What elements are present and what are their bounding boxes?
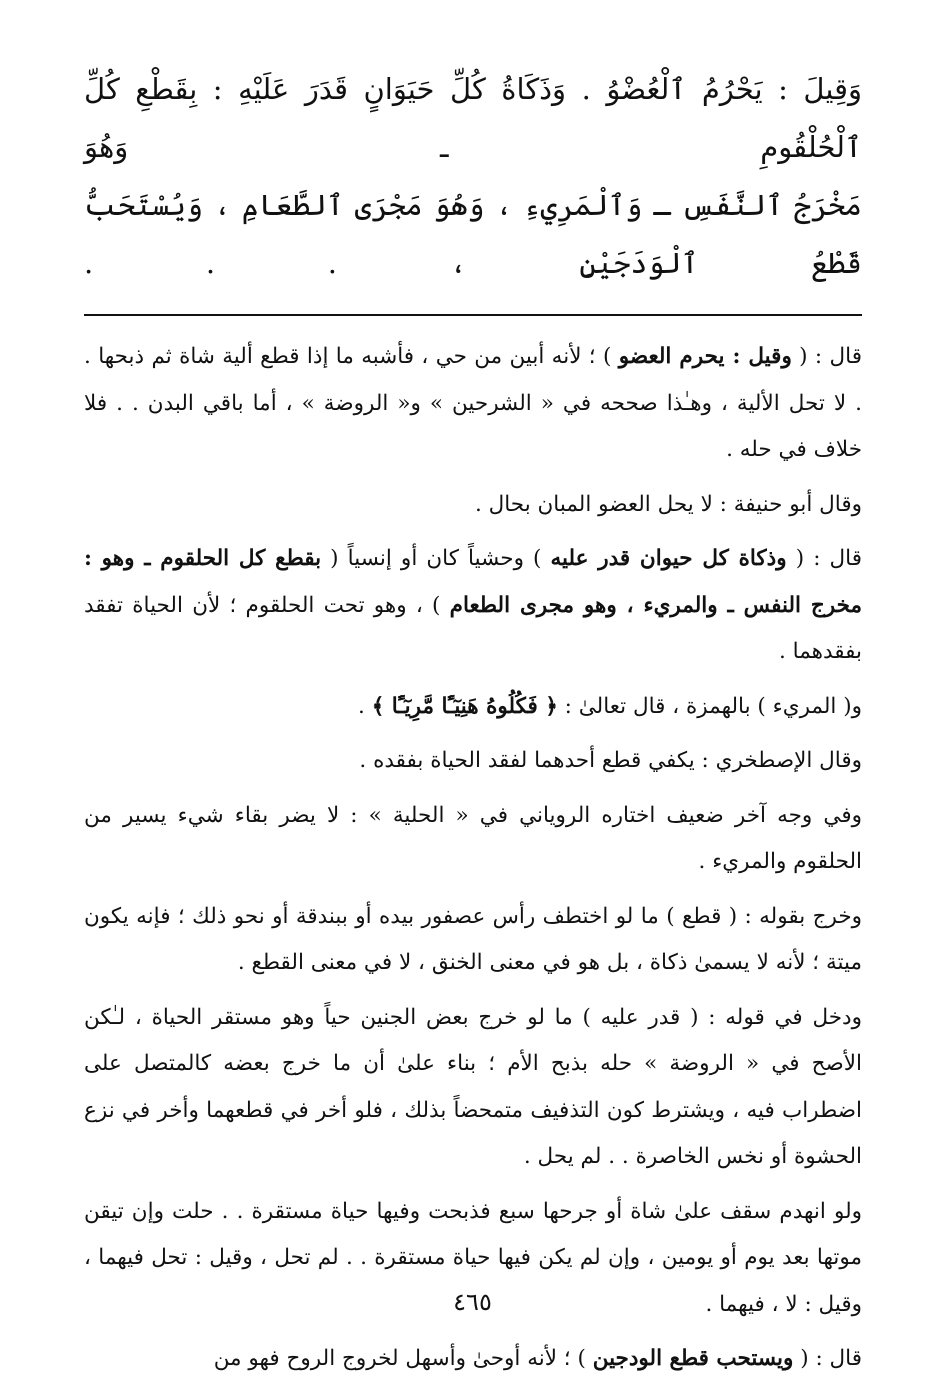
commentary-paragraph-2: وقال أبو حنيفة : لا يحل العضو المبان بحال . bbox=[474, 491, 862, 517]
text-segment: قال : ( bbox=[791, 344, 862, 369]
main-text bbox=[84, 60, 862, 292]
commentary-paragraph-6: وفي وجه آخر ضعيف اختاره الروياني في « الحلية » : لا يضر بقاء شيء يسير من الحلقوم والمريء . bbox=[84, 802, 862, 874]
text-segment: . bbox=[358, 693, 372, 719]
text-segment: و( المريء ) بالهمزة ، قال تعالىٰ : bbox=[557, 693, 862, 719]
text-segment: قال : ( bbox=[786, 546, 862, 571]
text-segment: ) ؛ لأنه أوحىٰ وأسهل لخروج الروح فهو من bbox=[213, 1346, 593, 1371]
quoted-main-text: وقيل : يحرم العضو bbox=[618, 344, 792, 369]
commentary-paragraph-7: وخرج بقوله : ( قطع ) ما لو اختطف رأس عصفور بيده أو ببندقة أو نحو ذلك ؛ فإنه يكون ميتة ؛ لأنه لا يسمىٰ ذكاة ، بل هو في معنى الخنق ، لا في معنى القطع . bbox=[84, 903, 862, 975]
commentary-paragraph-9: ولو انهدم سقف علىٰ شاة أو جرحها سبع فذبحت وفيها حياة مستقرة . . حلت وإن تيقن موتها بعد يوم أو يومين ، وإن لم يكن فيها حياة مستقرة . . لم تحل ، وقيل : تحل فيهما ، وقيل : لا ، فيهما . bbox=[84, 1198, 862, 1317]
quoted-main-text: وذكاة كل حيوان قدر عليه bbox=[550, 546, 787, 571]
commentary-paragraph-10 bbox=[84, 1336, 862, 1383]
quran-verse: ﴿ فَكُلُوهُ هَنِيٓـًٔا مَّرِيٓـًٔا ﴾ bbox=[371, 693, 558, 719]
commentary-paragraph-1 bbox=[84, 334, 862, 474]
separator-line bbox=[84, 314, 862, 316]
book-page bbox=[84, 60, 862, 1391]
commentary-paragraph-8: ودخل في قوله : ( قدر عليه ) ما لو خرج بعض الجنين حياً وهو مستقر الحياة ، لـٰكن الأصح في « الروضة » حله بذبح الأم ؛ بناء علىٰ أن ما خرج بعضه كالمتصل على اضطراب فيه ، ويشترط كون التذفيف متمحضاً بذلك ، فلو أخر في قطعهما وأخر في نزع الحشوة أو نخس الخاصرة . . لم يحل . bbox=[84, 1004, 862, 1169]
text-segment: ) ؛ لأنه أبين من حي ، فأشبه ما إذا قطع ألية شاة ثم ذبحها . . لا تحل الألية ، وهـٰذا صححه في « الشرحين » و« الروضة » ، أما باقي البدن . . فلا خلاف في حله . bbox=[84, 344, 862, 462]
commentary-paragraph-5: وقال الإصطخري : يكفي قطع أحدهما لفقد الحياة بفقده . bbox=[359, 748, 862, 773]
quoted-main-text: ويستحب قطع الودجين bbox=[592, 1346, 794, 1371]
text-segment: قال : ( bbox=[793, 1346, 862, 1371]
page-number: ٤٦٥ bbox=[453, 1288, 492, 1316]
commentary-paragraph-3 bbox=[84, 536, 862, 676]
commentary bbox=[84, 334, 862, 1383]
text-segment: ) ، وهو تحت الحلقوم ؛ لأن الحياة تفقد بفقدهما . bbox=[84, 592, 862, 664]
text-segment: ) وحشياً كان أو إنسياً ( bbox=[321, 546, 551, 571]
commentary-paragraph-4 bbox=[84, 684, 862, 731]
quoted-main-text: بقطع كل الحلقوم ـ وهو : مخرج النفس ـ والمريء ، وهو مجرى الطعام bbox=[84, 546, 862, 618]
main-text-line-2: مَخْرَجُ ٱلنَّفَسِ ـ وَٱلْمَرِيءِ ، وَهُوَ مَجْرَى ٱلطَّعَامِ ، وَيُسْتَحَبُّ قَطْعُ ٱلْوَدَجَيْنِ ، . . . bbox=[84, 188, 862, 280]
main-text-line-1: وَقِيلَ : يَحْرُمُ ٱلْعُضْوُ . وَذَكَاةُ كُلِّ حَيَوَانٍ قَدَرَ عَلَيْهِ : بِقَطْعِ كُلِّ ٱلْحُلْقُومِ ـ وَهُوَ bbox=[84, 72, 862, 164]
